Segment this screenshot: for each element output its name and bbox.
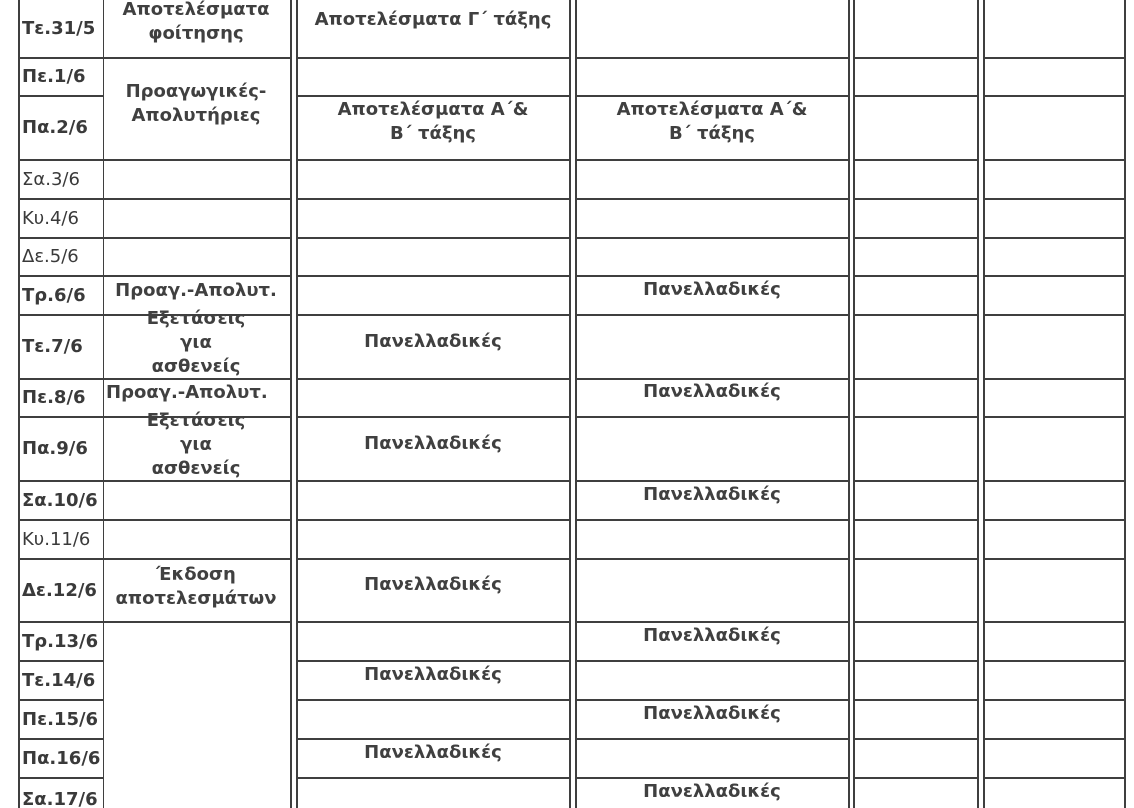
row-line xyxy=(575,314,850,316)
row-line xyxy=(983,519,1126,521)
col1-r9-cell: Εξετάσεις για ασθενείς xyxy=(146,410,246,479)
col3-r6-cell: Πανελλαδικές xyxy=(643,279,781,300)
col3-r2-cell: Αποτελέσματα Α΄& Β΄ τάξης xyxy=(616,99,808,144)
row-line xyxy=(983,95,1126,97)
row-line xyxy=(983,660,1126,662)
day-label-d0: Τε.31/5 xyxy=(22,17,96,39)
col2-r2-cell: Αποτελέσματα Α΄& Β΄ τάξης xyxy=(337,99,529,144)
row-line xyxy=(296,699,571,701)
row-line xyxy=(983,237,1126,239)
row-line xyxy=(853,699,979,701)
row-line xyxy=(853,159,979,161)
row-line xyxy=(853,777,979,779)
col3-r10-cell: Πανελλαδικές xyxy=(643,484,781,505)
col2-r14-cell: Πανελλαδικές xyxy=(364,664,502,685)
row-line xyxy=(575,738,850,740)
row-line xyxy=(983,480,1126,482)
row-line xyxy=(853,314,979,316)
col1-r0-cell: Αποτελέσματα φοίτησης xyxy=(122,0,270,44)
col3-r15-cell: Πανελλαδικές xyxy=(643,703,781,724)
row-line xyxy=(296,198,571,200)
col2-r12-cell: Πανελλαδικές xyxy=(364,574,502,595)
row-line xyxy=(983,275,1126,277)
row-line xyxy=(296,480,571,482)
row-line xyxy=(296,519,571,521)
row-line xyxy=(575,660,850,662)
day-label-d9: Πα.9/6 xyxy=(22,438,88,459)
row-line xyxy=(983,57,1126,59)
row-line xyxy=(983,314,1126,316)
col1-r6-cell: Προαγ.-Απολυτ. xyxy=(115,279,277,301)
row-line xyxy=(983,558,1126,560)
day-label-d5: Δε.5/6 xyxy=(22,246,79,267)
row-line xyxy=(103,159,292,161)
row-line xyxy=(296,237,571,239)
col-border-right-0 xyxy=(290,0,292,808)
col2-r7-cell: Πανελλαδικές xyxy=(364,331,502,352)
day-label-d7: Τε.7/6 xyxy=(22,336,83,357)
col1-r8-cell: Προαγ.-Απολυτ. xyxy=(106,381,268,403)
row-line xyxy=(983,621,1126,623)
day-label-d6: Τρ.6/6 xyxy=(22,284,86,306)
row-line xyxy=(983,159,1126,161)
row-line xyxy=(853,378,979,380)
row-line xyxy=(575,57,850,59)
col2-r0-cell: Αποτελέσματα Γ΄ τάξης xyxy=(314,9,552,30)
row-line xyxy=(983,198,1126,200)
row-line xyxy=(983,378,1126,380)
col-border-left-4 xyxy=(983,0,985,808)
row-line xyxy=(853,621,979,623)
row-line xyxy=(853,660,979,662)
col-border-right-1 xyxy=(569,0,571,808)
day-label-d14: Τε.14/6 xyxy=(22,669,96,691)
row-line xyxy=(983,777,1126,779)
row-line xyxy=(853,558,979,560)
row-line xyxy=(575,159,850,161)
row-line xyxy=(296,378,571,380)
row-line xyxy=(296,57,571,59)
col1-r1-cell: Προαγωγικές-Απολυτήριες xyxy=(125,81,267,126)
row-line xyxy=(296,777,571,779)
row-line xyxy=(853,237,979,239)
row-line xyxy=(575,519,850,521)
col-border-right-3 xyxy=(977,0,979,808)
row-line xyxy=(103,57,292,59)
row-line xyxy=(296,275,571,277)
day-label-d8: Πε.8/6 xyxy=(22,387,86,408)
row-line xyxy=(853,275,979,277)
day-label-d13: Τρ.13/6 xyxy=(22,630,99,652)
day-label-d12: Δε.12/6 xyxy=(22,579,97,601)
col2-r16-cell: Πανελλαδικές xyxy=(364,742,502,763)
row-line xyxy=(103,198,292,200)
row-line xyxy=(853,416,979,418)
row-line xyxy=(103,519,292,521)
col1-r12-cell: Έκδοση αποτελεσμάτων xyxy=(115,564,277,609)
row-line xyxy=(575,558,850,560)
col3-r17-cell: Πανελλαδικές xyxy=(643,781,781,802)
row-line xyxy=(983,699,1126,701)
day-label-d2: Πα.2/6 xyxy=(22,117,88,138)
day-label-d3: Σα.3/6 xyxy=(22,168,80,190)
row-line xyxy=(853,738,979,740)
row-line xyxy=(983,738,1126,740)
col-border-right-4 xyxy=(1124,0,1126,808)
row-line xyxy=(853,95,979,97)
day-label-d4: Κυ.4/6 xyxy=(22,207,79,229)
row-line xyxy=(103,621,292,623)
day-label-d10: Σα.10/6 xyxy=(22,489,98,511)
row-line xyxy=(983,416,1126,418)
row-line xyxy=(853,57,979,59)
row-line xyxy=(296,621,571,623)
row-line xyxy=(853,480,979,482)
row-line xyxy=(575,416,850,418)
row-line xyxy=(103,237,292,239)
row-line xyxy=(575,237,850,239)
row-line xyxy=(575,198,850,200)
row-line xyxy=(296,159,571,161)
row-line xyxy=(853,198,979,200)
col2-r9-cell: Πανελλαδικές xyxy=(364,433,502,454)
col-border-left-3 xyxy=(853,0,855,808)
col3-r13-cell: Πανελλαδικές xyxy=(643,625,781,646)
col-border-right-2 xyxy=(848,0,850,808)
day-label-d15: Πε.15/6 xyxy=(22,708,99,730)
day-label-d17: Σα.17/6 xyxy=(22,788,98,808)
day-label-d1: Πε.1/6 xyxy=(22,66,86,87)
col1-r7-cell: Εξετάσεις για ασθενείς xyxy=(146,308,246,377)
day-label-d16: Πα.16/6 xyxy=(22,747,101,769)
day-label-d11: Κυ.11/6 xyxy=(22,528,91,550)
row-line xyxy=(853,519,979,521)
col3-r8-cell: Πανελλαδικές xyxy=(643,381,781,402)
